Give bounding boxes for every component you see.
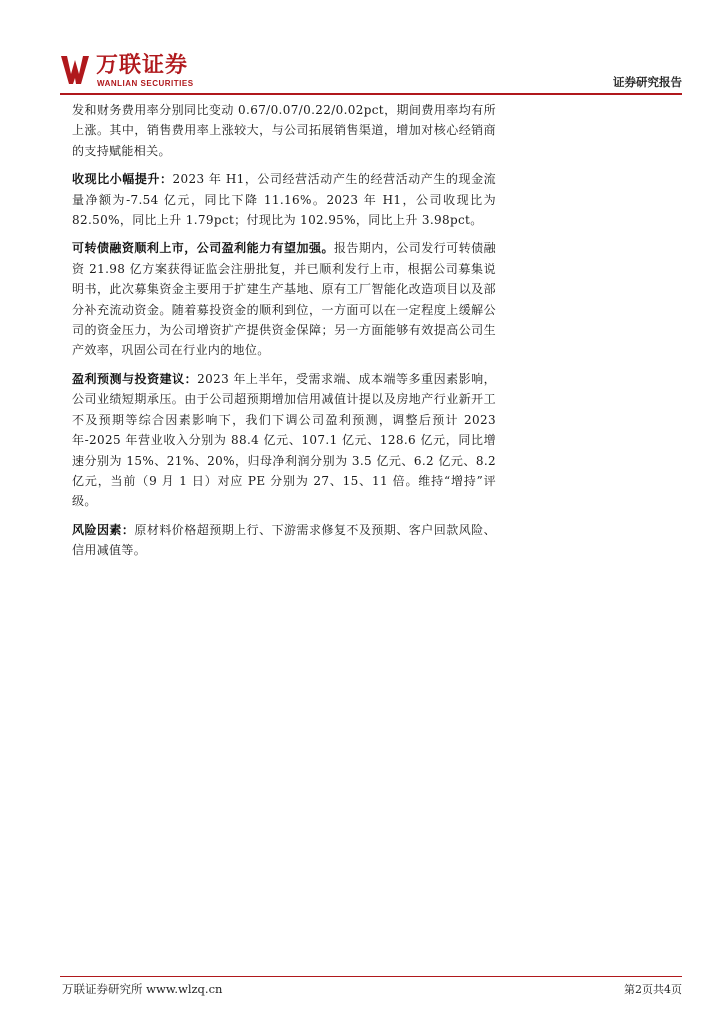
report-body	[72, 100, 496, 569]
wanlian-logo-icon	[60, 52, 90, 88]
paragraph-cash-ratio	[72, 169, 496, 230]
logo-english-name: WANLIAN SECURITIES	[97, 79, 194, 88]
paragraph-expense-ratio	[72, 100, 496, 161]
paragraph-risk-factors	[72, 520, 496, 561]
paragraph-text: 原材料价格超预期上行、下游需求修复不及预期、客户回款风险、信用减值等。	[72, 522, 496, 558]
paragraph-lead: 可转债融资顺利上市，公司盈利能力有望加强。	[72, 241, 334, 256]
paragraph-lead: 收现比小幅提升：	[72, 172, 173, 187]
page-header	[60, 52, 682, 92]
paragraph-lead: 盈利预测与投资建议：	[72, 371, 198, 386]
header-divider	[60, 93, 682, 95]
company-logo	[60, 52, 210, 92]
paragraph-text: 2023 年 H1，公司经营活动产生的经营活动产生的现金流量净额为-7.54 亿元，同比下降 11.16%。2023 年 H1，公司收现比为 82.50%，同比上升 1.79pct；付现比为 102.95%，同比上升 3.98pct。	[72, 172, 496, 228]
paragraph-lead: 风险因素：	[72, 522, 135, 537]
footer-divider	[60, 976, 682, 977]
page-number: 第2页共4页	[624, 983, 682, 996]
logo-chinese-name: 万联证券	[96, 53, 189, 78]
paragraph-convertible-bond	[72, 238, 496, 360]
paragraph-text: 2023 年上半年，受需求端、成本端等多重因素影响，公司业绩短期承压。由于公司超预期增加信用减值计提以及房地产行业新开工不及预期等综合因素影响下，我们下调公司盈利预测，调整后预计 2023 年-2025 年营业收入分别为 88.4 亿元、107.1 亿元、128.6 亿元，同比增速分别为 15%、21%、20%，归母净利润分别为 3.5 亿元、6.2 亿元、8.2 亿元，当前（9 月 1 日）对应 PE 分别为 27、15、11 倍。维持“增持”评级。	[72, 371, 496, 509]
paragraph-forecast	[72, 369, 496, 512]
footer-source: 万联证券研究所 www.wlzq.cn	[62, 982, 223, 996]
report-type-label: 证券研究报告	[613, 75, 682, 89]
paragraph-text: 发和财务费用率分别同比变动 0.67/0.07/0.22/0.02pct，期间费用率均有所上涨。其中，销售费用率上涨较大，与公司拓展销售渠道，增加对核心经销商的支持赋能相关。	[72, 103, 496, 158]
paragraph-text: 报告期内，公司发行可转债融资 21.98 亿方案获得证监会注册批复，并已顺利发行上市，根据公司募集说明书，此次募集资金主要用于扩建生产基地、原有工厂智能化改造项目以及部分补充流动资金。随着募投资金的顺利到位，一方面可以在一定程度上缓解公司的资金压力，为公司增资扩产提供资金保障；另一方面能够有效提高公司生产效率，巩固公司在行业内的地位。	[72, 241, 496, 358]
